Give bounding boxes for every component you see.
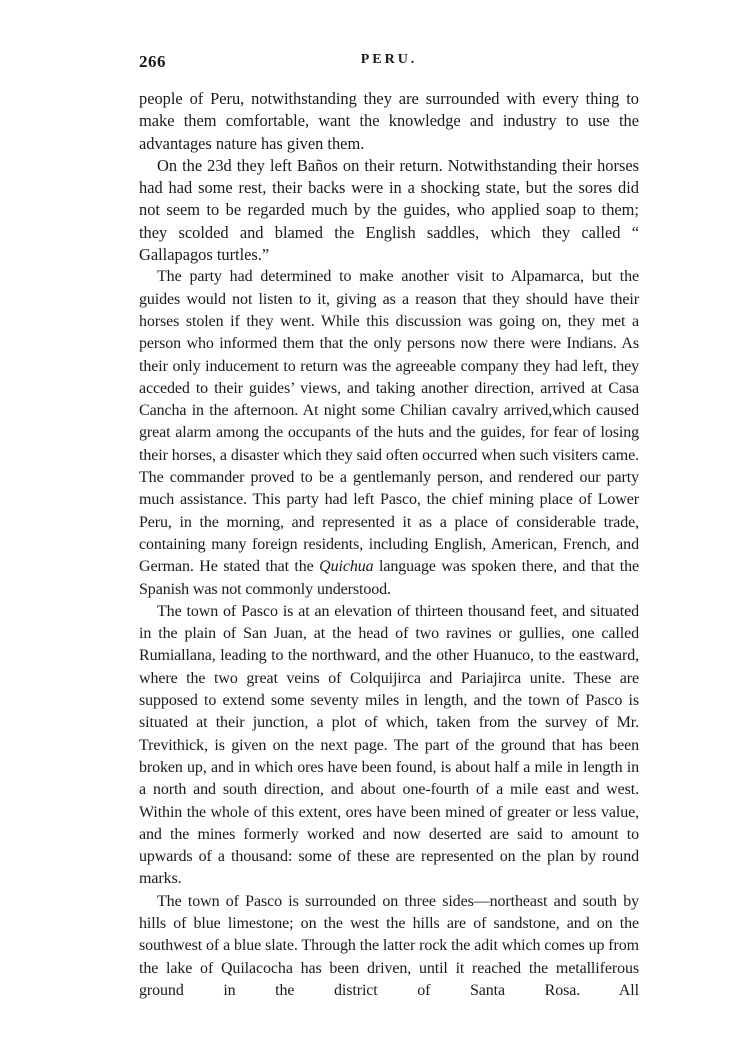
paragraph-2: On the 23d they left Baños on their return. Notwithstanding their horses had had some rest, their backs were in a shocking state, but the sores did not seem to be regarded much by the guides, who applied soap to them; they scolded and blamed the English saddles, which they called “ Gallapagos turtles.”	[139, 155, 639, 265]
paragraph-1: people of Peru, notwithstanding they are surrounded with every thing to make them comfortable, want the knowledge and industry to use the advantages nature has given them.	[139, 89, 639, 153]
paragraph-3-text-b: language was spoken there, and that the Spanish was not commonly understood.	[139, 558, 639, 598]
page-number: 266	[139, 52, 166, 71]
paragraph-4: The town of Pasco is at an elevation of thirteen thousand feet, and situated in the plain of San Juan, at the head of two ravines or gullies, one called Rumiallana, leading to the northward, and the other Huanuco, to the eastward, where the two great veins of Colquijirca and Pariajirca unite. These are supposed to extend some seventy miles in length, and the town of Pasco is situated at their junction, a plot of which, taken from the survey of Mr. Trevithick, is given on the next page. The part of the ground that has been broken up, and in which ores have been found, is about half a mile in length in a north and south direction, and about one-fourth of a mile east and west. Within the whole of this extent, ores have been mined of greater or less value, and the mines formerly worked and now deserted are said to amount to upwards of a thousand: some of these are represented on the plan by round marks.	[139, 602, 639, 888]
paragraph-3-text-a: The party had determined to make another visit to Alpamarca, but the guides would not listen to it, giving as a reason that they should have their horses stolen if they went. While this discussion was going on, they met a person who informed them that the only persons now there were Indians. As their only inducement to return was the agreeable company they had left, they acceded to their guides’ views, and taking another direction, arrived at Casa Cancha in the afternoon. At night some Chilian cavalry arrived,which caused great alarm among the occupants of the huts and the guides, for fear of losing their horses, a disaster which they said often occurred when such visiters came. The commander proved to be a gentlemanly person, and rendered our party much assistance. This party had left Pasco, the chief mining place of Lower Peru, in the morning, and represented it as a place of considerable trade, containing many foreign residents, including English, American, French, and German. He stated that the	[139, 268, 639, 576]
page-body	[139, 88, 639, 1002]
paragraph-3	[139, 266, 639, 600]
italic-term: Quichua	[319, 558, 374, 576]
running-head: PERU.	[360, 52, 418, 67]
page-header	[139, 52, 639, 76]
paragraph-5: The town of Pasco is surrounded on three sides—northeast and south by hills of blue limestone; on the west the hills are of sandstone, and on the southwest of a blue slate. Through the latter rock the adit which comes up from the lake of Quilacocha has been driven, until it reached the metalliferous ground in the district of Santa Rosa. All	[139, 892, 639, 999]
